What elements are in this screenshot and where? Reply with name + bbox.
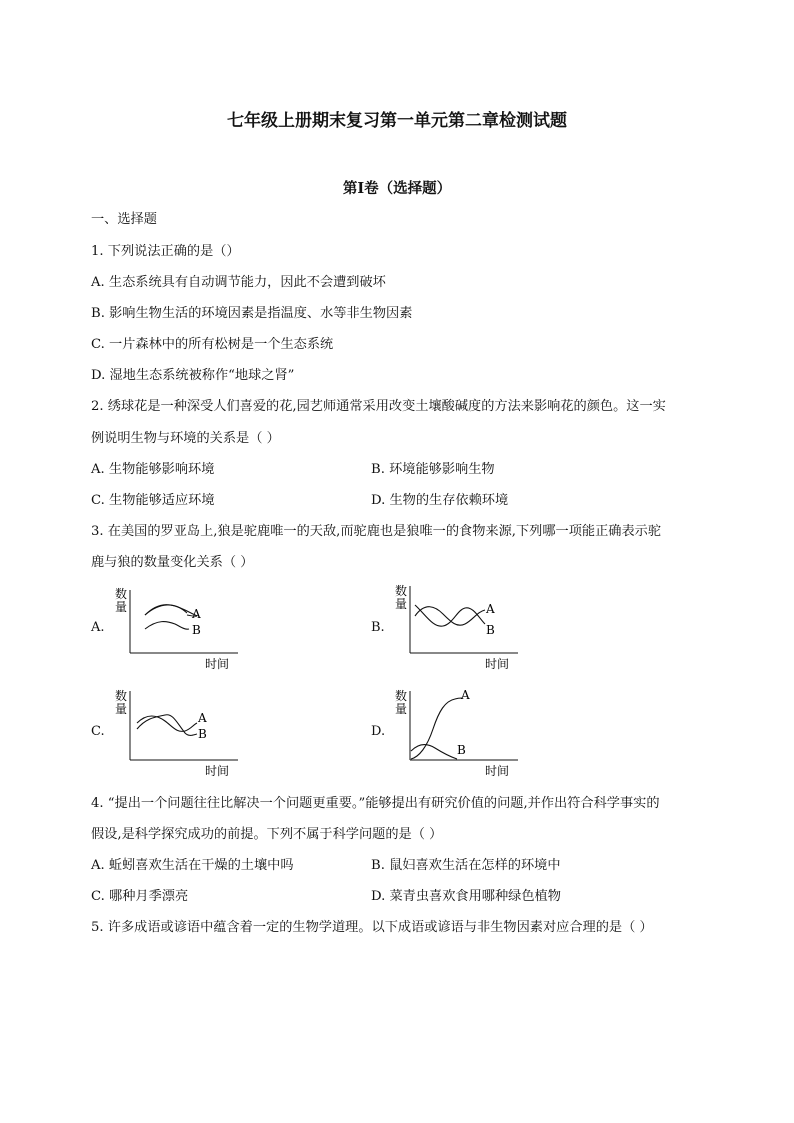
question-4-option-a: A. 蚯蚓喜欢生活在干燥的土壤中吗 xyxy=(91,858,294,873)
question-4-option-c: C. 哪种月季漂亮 xyxy=(91,889,189,904)
part-heading: 一、选择题 xyxy=(91,212,157,227)
graph-d-label-b: B xyxy=(457,743,466,757)
graph-a-curve-a-top xyxy=(145,605,187,615)
page-title: 七年级上册期末复习第一单元第二章检测试题 xyxy=(227,111,567,131)
graph-b xyxy=(385,580,525,672)
question-4-option-b: B. 鼠妇喜欢生活在怎样的环境中 xyxy=(371,858,561,873)
graph-d-curve-b xyxy=(411,745,457,759)
question-1-option-d: D. 湿地生态系统被称作“地球之肾” xyxy=(91,368,295,383)
graph-c-curve-b xyxy=(137,715,197,736)
graph-b-y-label-1: 数 xyxy=(395,584,408,598)
question-2-option-d: D. 生物的生存依赖环境 xyxy=(371,493,509,508)
graph-d xyxy=(385,685,525,777)
question-1-stem: 1. 下列说法正确的是（） xyxy=(91,244,240,259)
graph-c-label-b: B xyxy=(198,727,207,741)
question-1-option-a: A. 生态系统具有自动调节能力，因此不会遭到破坏 xyxy=(91,275,386,290)
question-2-option-c: C. 生物能够适应环境 xyxy=(91,493,215,508)
graph-b-x-label: 时间 xyxy=(485,657,510,671)
graph-b-y-label-2: 量 xyxy=(395,597,408,611)
graph-d-x-label: 时间 xyxy=(485,764,510,777)
question-4-option-d: D. 菜青虫喜欢食用哪种绿色植物 xyxy=(371,889,561,904)
graph-a-y-label-2: 量 xyxy=(115,600,128,614)
graph-c-curve-a xyxy=(137,716,197,731)
section-heading: 第Ⅰ卷（选择题） xyxy=(342,180,452,197)
question-5-stem: 5. 许多成语或谚语中蕴含着一定的生物学道理。以下成语或谚语与非生物因素对应合理的是（ ） xyxy=(91,920,653,935)
graph-c-option-letter: C. xyxy=(91,724,105,739)
question-2-option-a: A. 生物能够影响环境 xyxy=(91,462,215,477)
graph-d-y-label-1: 数 xyxy=(395,689,408,703)
graph-a-curve-a xyxy=(145,605,197,617)
graph-a-label-a: A xyxy=(192,607,201,621)
graph-c-y-label-1: 数 xyxy=(115,689,128,703)
graph-c-x-label: 时间 xyxy=(205,764,230,777)
graph-b-label-b: B xyxy=(486,623,495,637)
graph-a-label-b: B xyxy=(192,623,201,637)
question-4-stem-line-2: 假设,是科学探究成功的前提。下列不属于科学问题的是（ ） xyxy=(91,827,443,842)
graph-c xyxy=(105,685,245,777)
graph-a-y-label-1: 数 xyxy=(115,587,128,601)
graph-d-curve-a xyxy=(411,698,462,759)
graph-d-option-letter: D. xyxy=(371,724,386,739)
question-3-stem-line-1: 3. 在美国的罗亚岛上,狼是驼鹿唯一的天敌,而驼鹿也是狼唯一的食物来源,下列哪一项能正确表示驼 xyxy=(91,524,662,539)
graph-a xyxy=(105,582,245,672)
graph-a-option-letter: A. xyxy=(91,620,105,635)
graph-d-label-a: A xyxy=(461,688,470,702)
question-3-stem-line-2: 鹿与狼的数量变化关系（ ） xyxy=(91,555,254,570)
graph-c-y-label-2: 量 xyxy=(115,702,128,716)
question-1-option-c: C. 一片森林中的所有松树是一个生态系统 xyxy=(91,337,334,352)
graph-b-option-letter: B. xyxy=(371,620,385,635)
question-2-stem-line-1: 2. 绣球花是一种深受人们喜爱的花,园艺师通常采用改变土壤酸碱度的方法来影响花的颜色。这一实 xyxy=(91,399,666,414)
graph-a-x-label: 时间 xyxy=(205,657,230,671)
question-2-option-b: B. 环境能够影响生物 xyxy=(371,462,495,477)
graph-b-curve-b xyxy=(415,605,485,626)
question-4-stem-line-1: 4. “提出一个问题往往比解决一个问题更重要。”能够提出有研究价值的问题,并作出符合科学事实的 xyxy=(91,796,660,811)
graph-a-curve-b xyxy=(145,622,189,630)
graph-c-label-a: A xyxy=(198,711,207,725)
graph-d-y-label-2: 量 xyxy=(395,702,408,716)
graph-b-label-a: A xyxy=(486,602,495,616)
question-1-option-b: B. 影响生物生活的环境因素是指温度、水等非生物因素 xyxy=(91,306,413,321)
question-2-stem-line-2: 例说明生物与环境的关系是（ ） xyxy=(91,431,280,446)
